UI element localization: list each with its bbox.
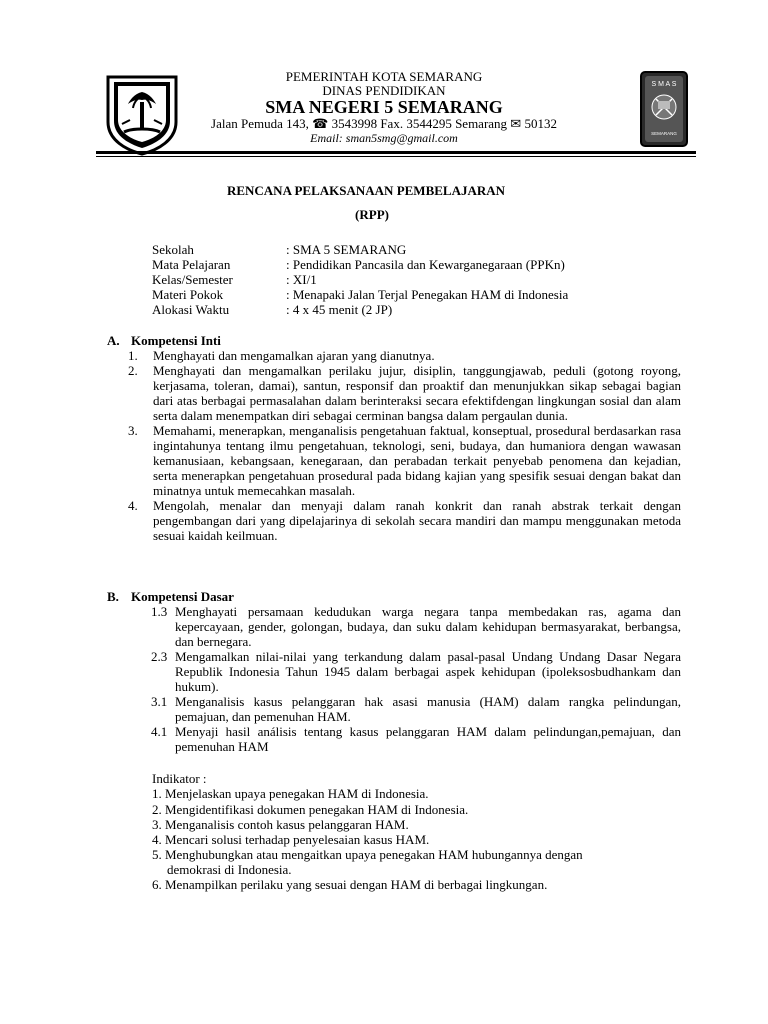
item-text: Memahami, menerapkan, menganalisis pengetahuan faktual, konseptual, prosedural berdasarkan rasa ingintahunya tentang ilmu pengetahuan, teknologi, seni, budaya, dan humaniora dengan wawasan kemanusiaan, kebangsaan, kenegaraan, dan perabadan terkait penyebab penomena dan kejadian, serta menerapkan pengetahuan prosedural pada bidang kajian yang spesifik sesuai dengan bakat dan minatnya untuk memecahkan masalah. xyxy=(153,423,681,498)
item-number: 3. xyxy=(128,423,138,438)
emblem-top-text: S M A S xyxy=(651,81,677,88)
section-kompetensi-inti xyxy=(107,333,681,543)
indicator-item: 6. Menampilkan perilaku yang sesuai dengan HAM di berbagai lingkungan. xyxy=(152,877,548,892)
identity-value: : XI/1 xyxy=(286,272,317,287)
identity-key: Materi Pokok xyxy=(152,287,224,302)
item-text: Mengamalkan nilai-nilai yang terkandung dalam pasal-pasal Undang Undang Dasar Negara Republik Indonesia Tahun 1945 dalam berbagai aspek kehidupan (ipoleksosbudhankam dan hukum). xyxy=(175,649,681,694)
identity-value: : SMA 5 SEMARANG xyxy=(286,242,407,257)
identity-row xyxy=(152,272,568,287)
identity-row xyxy=(152,257,568,272)
identity-row xyxy=(152,242,568,257)
emblem-bottom-text: SEMARANG xyxy=(651,131,677,136)
indicator-heading: Indikator : xyxy=(152,771,207,786)
item-text: Menyaji hasil análisis tentang kasus pelanggaran HAM dalam pelindungan,pemajuan, dan pemenuhan HAM xyxy=(175,724,681,754)
item-number: 1.3 xyxy=(151,604,168,619)
item-text: Menghayati dan mengamalkan ajaran yang dianutnya. xyxy=(153,348,435,363)
list-item xyxy=(107,724,681,754)
doc-subtitle: (RPP) xyxy=(355,207,389,222)
section-kompetensi-dasar xyxy=(107,589,681,754)
item-number: 1. xyxy=(128,348,138,363)
identity-value: : 4 x 45 menit (2 JP) xyxy=(286,302,393,317)
indicator-item-continuation: demokrasi di Indonesia. xyxy=(167,862,292,877)
list-item xyxy=(107,423,681,498)
letterhead-rule-thick xyxy=(96,151,696,154)
list-item xyxy=(107,604,681,649)
identity-row xyxy=(152,287,568,302)
section-letter: A. xyxy=(107,333,120,348)
item-number: 2. xyxy=(128,363,138,378)
item-number: 4. xyxy=(128,498,138,513)
header-address: Jalan Pemuda 143, ☎ 3543998 Fax. 3544295 Semarang ✉ 50132 xyxy=(211,116,557,131)
indicator-item: 5. Menghubungkan atau mengaitkan upaya penegakan HAM hubungannya dengan xyxy=(152,847,583,862)
identity-value: : Menapaki Jalan Terjal Penegakan HAM di Indonesia xyxy=(286,287,569,302)
indicator-list xyxy=(152,771,692,892)
indicator-item: 4. Mencari solusi terhadap penyelesaian kasus HAM. xyxy=(152,832,430,847)
header-school-name: SMA NEGERI 5 SEMARANG xyxy=(265,97,503,117)
identity-key: Alokasi Waktu xyxy=(152,302,230,317)
item-text: Menghayati dan mengamalkan perilaku jujur, disiplin, tanggungjawab, peduli (gotong royong, kerjasama, toleran, damai), santun, responsif dan proaktif dan menunjukkan sikap sebagai bagian dari atas berbagai permasalahan dalam berinteraksi secara efektifdengan lingkungan sosial dan alam serta dalam menempatkan diri sebagai cerminan bangsa dalam pergaulan dunia. xyxy=(153,363,681,423)
identity-key: Sekolah xyxy=(152,242,194,257)
item-number: 2.3 xyxy=(151,649,168,664)
header-email: Email: sman5smg@gmail.com xyxy=(310,131,458,145)
indicator-item: 3. Menganalisis contoh kasus pelanggaran HAM. xyxy=(152,817,409,832)
list-item xyxy=(107,363,681,423)
indicator-item: 2. Mengidentifikasi dokumen penegakan HAM di Indonesia. xyxy=(152,802,469,817)
header-department: DINAS PENDIDIKAN xyxy=(322,83,446,98)
section-heading xyxy=(107,333,681,348)
header-government: PEMERINTAH KOTA SEMARANG xyxy=(285,69,483,84)
identity-key: Kelas/Semester xyxy=(152,272,233,287)
list-item xyxy=(107,694,681,724)
doc-title: RENCANA PELAKSANAAN PEMBELAJARAN xyxy=(226,183,506,198)
list-item xyxy=(107,498,681,543)
identity-value: : Pendidikan Pancasila dan Kewarganegaraan (PPKn) xyxy=(286,257,565,272)
section-title: Kompetensi Inti xyxy=(131,333,221,348)
section-heading xyxy=(107,589,681,604)
letterhead-rule-thin xyxy=(96,156,696,157)
section-letter: B. xyxy=(107,589,119,604)
identity-row xyxy=(152,302,568,317)
item-number: 4.1 xyxy=(151,724,168,739)
identity-table xyxy=(152,242,568,317)
item-text: Mengolah, menalar dan menyaji dalam ranah konkrit dan ranah abstrak terkait dengan pengembangan dari yang dipelajarinya di sekolah secara mandiri dan mampu menggunakan metoda sesuai kaidah keilmuan. xyxy=(153,498,681,543)
item-number: 3.1 xyxy=(151,694,168,709)
indicator-item: 1. Menjelaskan upaya penegakan HAM di Indonesia. xyxy=(152,786,429,801)
list-item xyxy=(107,649,681,694)
list-item xyxy=(107,348,681,363)
section-title: Kompetensi Dasar xyxy=(131,589,234,604)
identity-key: Mata Pelajaran xyxy=(152,257,231,272)
item-text: Menganalisis kasus pelanggaran hak asasi manusia (HAM) dalam rangka pelindungan, pemajuan, dan pemenuhan HAM. xyxy=(175,694,681,724)
item-text: Menghayati persamaan kedudukan warga negara tanpa membedakan ras, agama dan kepercayaan, gender, golongan, budaya, dan suku dalam kehidupan bermasyarakat, berbangsa, dan bernegara. xyxy=(175,604,681,649)
